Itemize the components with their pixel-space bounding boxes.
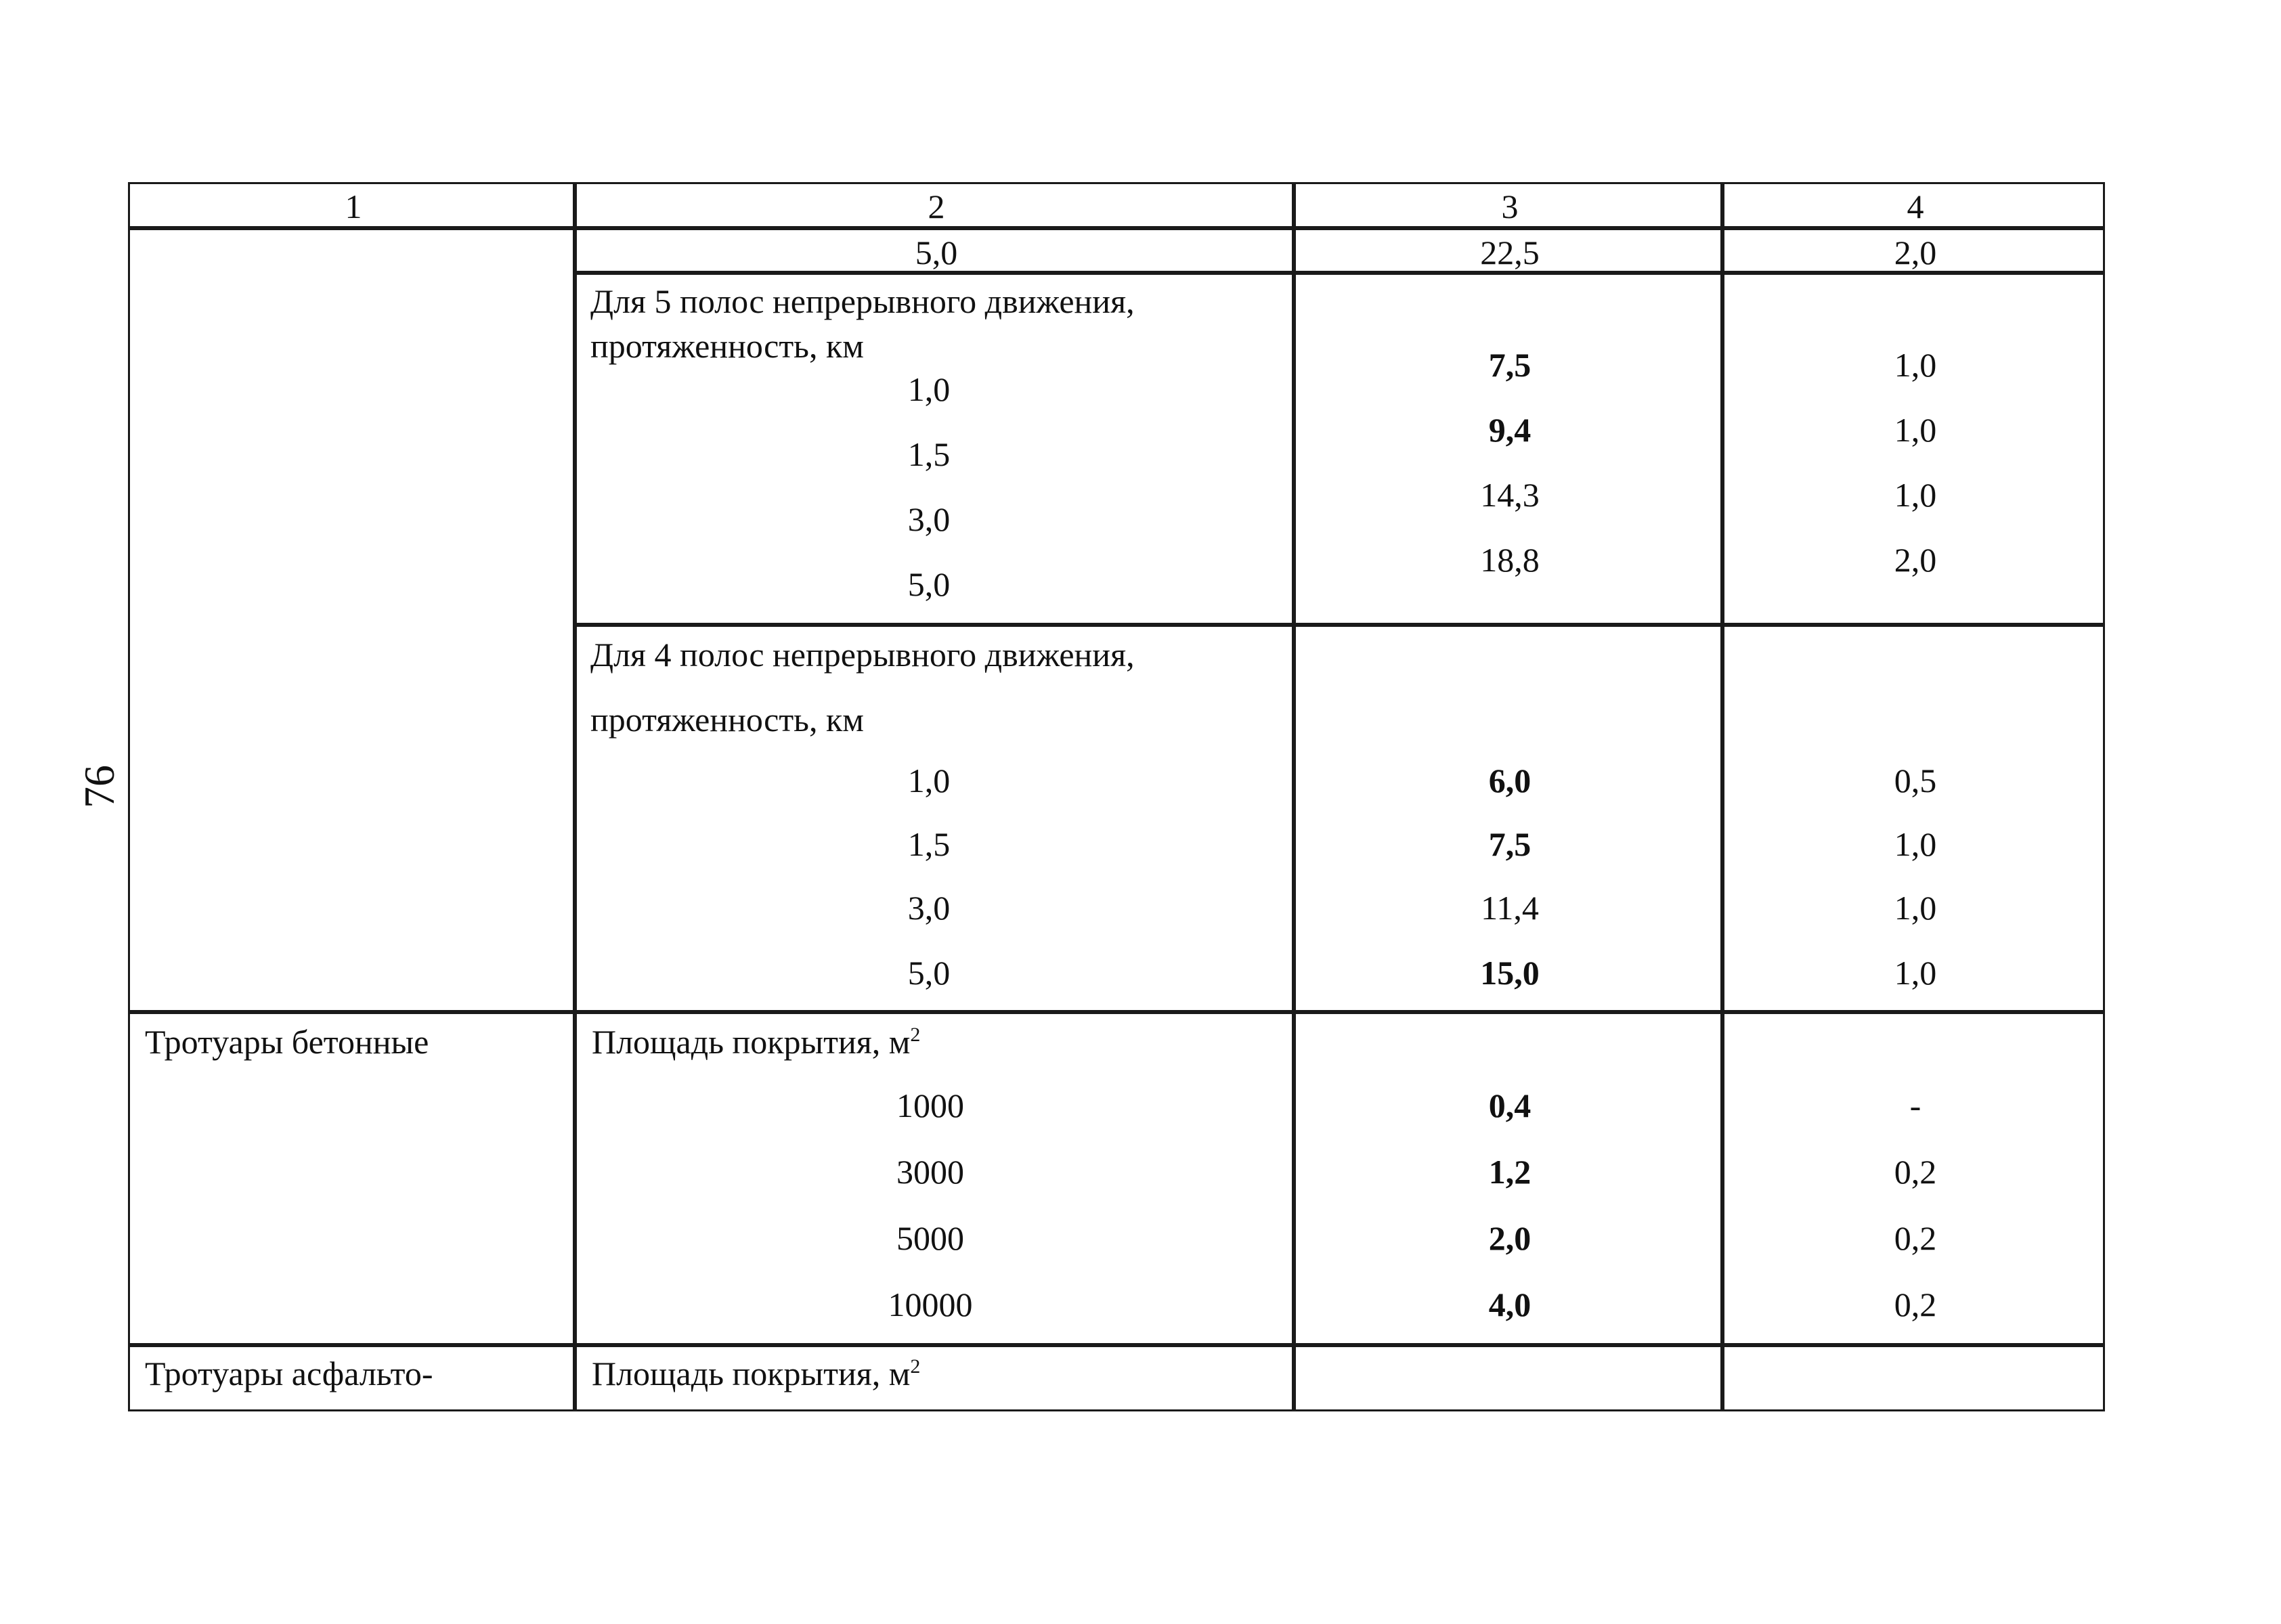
data-table [129, 183, 2106, 1401]
concrete-sidewalks-col3-value: 2,0 [1488, 1219, 1531, 1257]
group-5-lanes-col3 [1294, 273, 1722, 625]
group-4-lanes-title-line1: Для 4 полос непрерывного движения, [590, 636, 1135, 674]
row-first-col3-value: 22,5 [1480, 234, 1540, 271]
group-5-lanes-col3-value: 7,5 [1488, 346, 1531, 384]
concrete-sidewalks-area-label [592, 1025, 920, 1059]
asphalt-area-unit-sup: 2 [910, 1355, 921, 1378]
group-5-lanes-col4 [1722, 273, 2105, 625]
group-4-lanes-length: 5,0 [907, 954, 951, 992]
asphalt-sidewalks-col3 [1294, 1345, 1722, 1411]
header-label-4: 4 [1907, 188, 1924, 225]
concrete-sidewalks-col2 [575, 1012, 1294, 1345]
group-5-lanes-col4-value: 2,0 [1894, 541, 1937, 579]
concrete-sidewalks-col1 [128, 1012, 575, 1345]
concrete-sidewalks-area: 10000 [888, 1286, 973, 1323]
asphalt-sidewalks-area-label [592, 1357, 920, 1390]
concrete-sidewalks-area: 3000 [896, 1153, 964, 1191]
group-4-lanes-length: 3,0 [907, 889, 951, 927]
group-4-lanes-col3-value: 15,0 [1480, 954, 1540, 992]
concrete-sidewalks-col4-value: 0,2 [1894, 1286, 1937, 1323]
concrete-area-unit-sup: 2 [910, 1024, 921, 1046]
group-5-lanes-length: 1,5 [907, 435, 951, 473]
asphalt-sidewalks-col1 [128, 1345, 575, 1411]
header-cell-2 [575, 182, 1294, 228]
group-4-lanes-col4-value: 1,0 [1894, 954, 1937, 992]
group-4-lanes-col4 [1722, 625, 2105, 1012]
page-number: 76 [75, 765, 123, 808]
group-5-lanes-col2 [575, 273, 1294, 625]
row-first-col2-value: 5,0 [915, 234, 958, 271]
concrete-sidewalks-name: Тротуары бетонные [145, 1023, 429, 1061]
concrete-sidewalks-col3-value: 1,2 [1488, 1153, 1531, 1191]
header-cell-3 [1294, 182, 1722, 228]
asphalt-sidewalks-name: Тротуары асфальто- [145, 1355, 433, 1392]
asphalt-sidewalks-col4 [1722, 1345, 2105, 1411]
group-4-lanes-title-line2: протяженность, км [590, 701, 864, 739]
concrete-sidewalks-col4-value: 0,2 [1894, 1219, 1937, 1257]
row-first-col3 [1294, 228, 1722, 273]
concrete-sidewalks-area: 1000 [896, 1087, 964, 1124]
concrete-area-label-text: Площадь покрытия, м [592, 1023, 911, 1061]
concrete-sidewalks-col4-value: - [1909, 1087, 1921, 1124]
concrete-sidewalks-col3-value: 4,0 [1488, 1286, 1531, 1323]
row-first-col2 [575, 228, 1294, 273]
group-4-lanes-length: 1,0 [907, 762, 951, 799]
group-5-lanes-col4-value: 1,0 [1894, 476, 1937, 514]
group-5-lanes-col4-value: 1,0 [1894, 411, 1937, 449]
group-4-lanes-col4-value: 1,0 [1894, 889, 1937, 927]
concrete-sidewalks-col3-value: 0,4 [1488, 1087, 1531, 1124]
group-4-lanes-col3-value: 11,4 [1481, 889, 1539, 927]
group-5-lanes-length: 3,0 [907, 500, 951, 538]
group-5-lanes-title-line1: Для 5 полос непрерывного движения, [590, 282, 1135, 320]
group-5-lanes-col3-value: 14,3 [1480, 476, 1540, 514]
header-cell-4 [1722, 182, 2105, 228]
group-5-lanes-col3-value: 18,8 [1480, 541, 1540, 579]
group-5-lanes-col3-value: 9,4 [1488, 411, 1531, 449]
group-4-lanes-col2 [575, 625, 1294, 1012]
header-label-3: 3 [1501, 188, 1519, 225]
group-4-lanes-col3-value: 6,0 [1488, 762, 1531, 799]
group-4-lanes-col3 [1294, 625, 1722, 1012]
group-4-lanes-col4-value: 0,5 [1894, 762, 1937, 799]
concrete-sidewalks-col3 [1294, 1012, 1722, 1345]
group-5-lanes-length: 1,0 [907, 370, 951, 408]
group-4-lanes-col4-value: 1,0 [1894, 825, 1937, 863]
col1-empty-cell [128, 228, 575, 1012]
row-first-col4 [1722, 228, 2105, 273]
concrete-sidewalks-col4 [1722, 1012, 2105, 1345]
asphalt-area-label-text: Площадь покрытия, м [592, 1355, 911, 1392]
header-cell-1 [128, 182, 575, 228]
concrete-sidewalks-col4-value: 0,2 [1894, 1153, 1937, 1191]
group-5-lanes-length: 5,0 [907, 565, 951, 603]
header-label-1: 1 [345, 188, 362, 225]
group-5-lanes-title-line2: протяженность, км [590, 327, 864, 365]
header-label-2: 2 [928, 188, 945, 225]
group-4-lanes-col3-value: 7,5 [1488, 825, 1531, 863]
group-4-lanes-length: 1,5 [907, 825, 951, 863]
asphalt-sidewalks-col2 [575, 1345, 1294, 1411]
concrete-sidewalks-area: 5000 [896, 1219, 964, 1257]
group-5-lanes-col4-value: 1,0 [1894, 346, 1937, 384]
row-first-col4-value: 2,0 [1894, 234, 1937, 271]
